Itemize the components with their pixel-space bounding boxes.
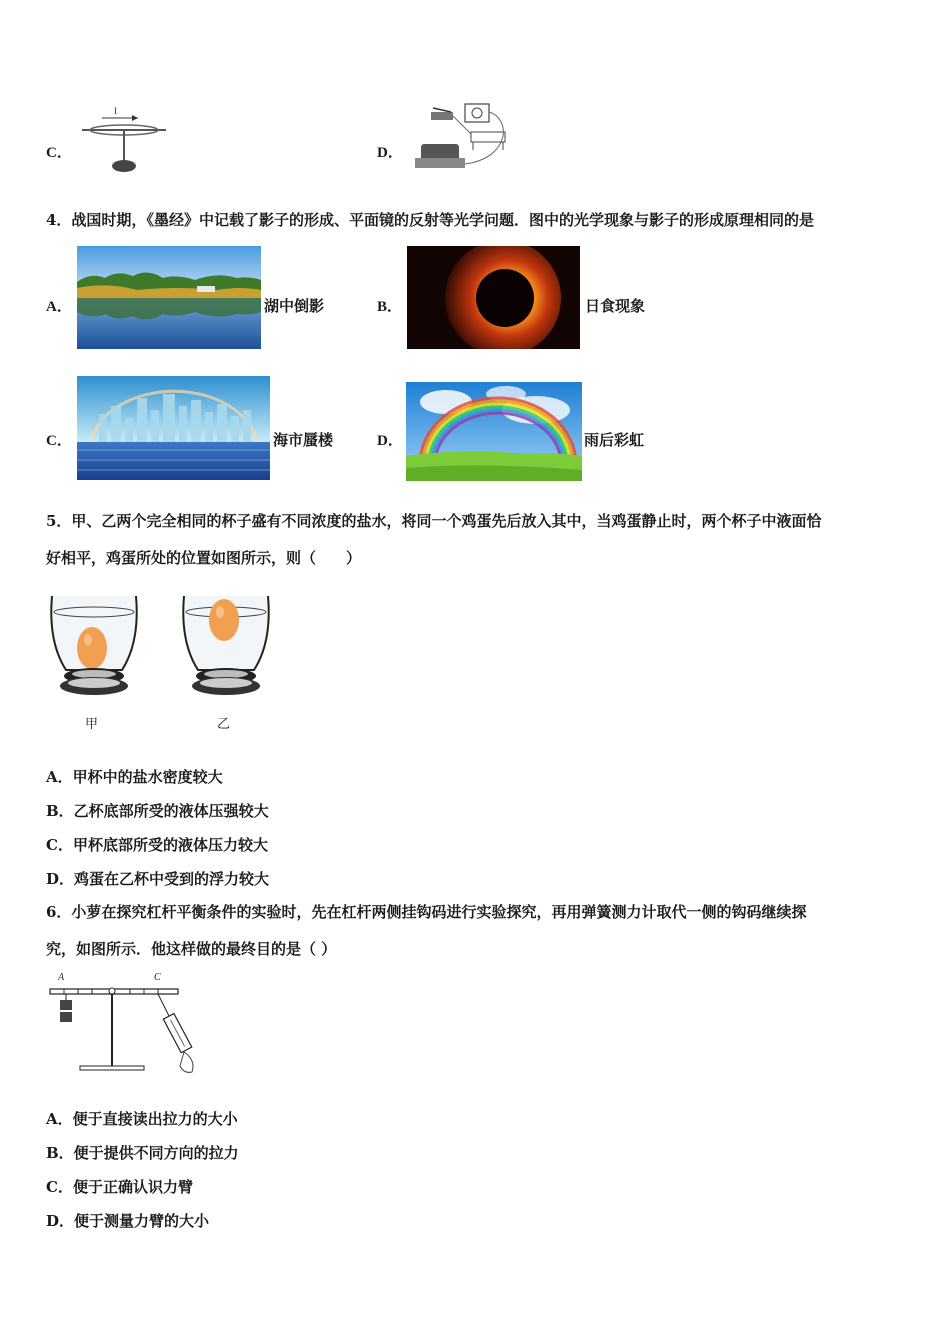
q4-image-solar-eclipse (407, 246, 580, 349)
q4-stem: 4．战国时期，《墨经》中记载了影子的形成、平面镜的反射等光学问题．图中的光学现象与影子的形成原理相同的是 (46, 211, 814, 229)
q4-caption-b: 日食现象 (585, 297, 646, 315)
q4-caption-a: 湖中倒影 (264, 297, 325, 315)
q3-current-label: I (114, 106, 117, 116)
q5-stem-line2: 好相平，鸡蛋所处的位置如图所示，则（ ） (46, 549, 362, 567)
q4-option-b-label: B． (377, 299, 403, 315)
q4-caption-c: 海市蜃楼 (273, 431, 334, 449)
q5-stem-line1: 5．甲、乙两个完全相同的杯子盛有不同浓度的盐水，将同一个鸡蛋先后放入其中，当鸡蛋静止时，两个杯子中液面恰 (46, 512, 822, 530)
q4-option-a-label: A． (46, 299, 72, 315)
q5-cup-yi-figure (178, 582, 274, 702)
q4-image-rainbow (406, 382, 582, 481)
q5-cup-label-yi: 乙 (217, 717, 231, 732)
q6-stem-line1: 6．小萝在探究杠杆平衡条件的实验时，先在杠杆两侧挂钩码进行实验探究，再用弹簧测力计取代一侧的钩码继续探 (46, 903, 807, 921)
q5-option-c: C．甲杯底部所受的液体压力较大 (46, 836, 268, 854)
q6-option-a: A．便于直接读出拉力的大小 (46, 1110, 238, 1128)
q6-label-c: C (154, 972, 161, 983)
q3-option-c-label: C． (46, 145, 72, 161)
q4-option-d-label: D． (377, 433, 403, 449)
q4-option-c-label: C． (46, 433, 72, 449)
q4-caption-d: 雨后彩虹 (584, 431, 645, 449)
q6-lever-figure (46, 970, 216, 1080)
q6-label-a: A (58, 972, 65, 983)
q5-option-d: D．鸡蛋在乙杯中受到的浮力较大 (46, 870, 270, 888)
q6-option-b: B．便于提供不同方向的拉力 (46, 1144, 239, 1162)
q6-option-c: C．便于正确认识力臂 (46, 1178, 193, 1196)
q6-option-d: D．便于测量力臂的大小 (46, 1212, 210, 1230)
q3-option-d-label: D． (377, 145, 403, 161)
q4-image-lake-reflection (77, 246, 261, 349)
q4-image-mirage (77, 376, 270, 480)
q6-stem-line2: 究，如图所示．他这样做的最终目的是（ ） (46, 940, 337, 958)
q5-cup-label-jia: 甲 (85, 717, 99, 732)
q3-figure-d-circuit-apparatus (407, 98, 515, 174)
q5-cup-jia-figure (46, 582, 142, 702)
q5-option-a: A．甲杯中的盐水密度较大 (46, 768, 223, 786)
q3-figure-c-rotating-stand (78, 104, 170, 176)
q5-option-b: B．乙杯底部所受的液体压强较大 (46, 802, 269, 820)
